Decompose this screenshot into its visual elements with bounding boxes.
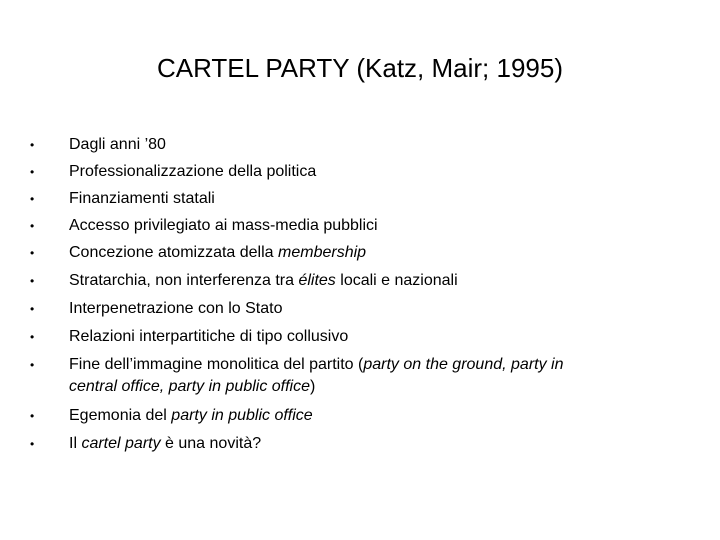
bullet-text — [69, 270, 669, 292]
text-segment: Accesso privilegiato ai mass-media pubblici — [69, 217, 378, 234]
text-segment: Stratarchia, non interferenza tra — [69, 272, 299, 289]
text-segment: Finanziamenti statali — [69, 190, 215, 207]
bullet-text — [69, 354, 669, 398]
text-segment: Fine dell’immagine monolitica del partito ( — [69, 356, 364, 373]
bullet-text — [69, 433, 669, 455]
italic-text-segment: party in public office — [171, 407, 313, 424]
text-segment: Egemonia del — [69, 407, 172, 424]
italic-text-segment: central office, party in public office — [69, 378, 311, 395]
bullet-marker: • — [30, 358, 35, 372]
text-segment: Professionalizzazione della politica — [69, 163, 317, 180]
italic-text-segment: membership — [278, 244, 367, 261]
text-segment: Concezione atomizzata della — [69, 244, 279, 261]
bullet-text — [69, 326, 669, 348]
text-segment: locali e nazionali — [335, 272, 458, 289]
bullet-text — [69, 215, 669, 237]
slide-title: CARTEL PARTY (Katz, Mair; 1995) — [156, 53, 564, 83]
italic-text-segment: party on the ground, party in — [363, 356, 564, 373]
text-segment: Interpenetrazione con lo Stato — [69, 300, 283, 317]
italic-text-segment: cartel party — [81, 435, 161, 452]
bullet-text — [69, 242, 669, 264]
text-segment: Relazioni interpartitiche di tipo collusivo — [69, 328, 349, 345]
bullet-text — [69, 161, 669, 183]
bullet-marker: • — [30, 274, 35, 288]
bullet-marker: • — [30, 192, 35, 206]
bullet-marker: • — [30, 330, 35, 344]
text-segment: Il — [69, 435, 82, 452]
bullet-text — [69, 188, 669, 210]
bullet-text — [69, 405, 669, 427]
bullet-marker: • — [30, 165, 35, 179]
text-segment: ) — [310, 378, 316, 395]
bullet-text — [69, 134, 669, 156]
italic-text-segment: élites — [298, 272, 336, 289]
text-segment: è una novità? — [160, 435, 262, 452]
text-segment: Dagli anni ’80 — [69, 136, 166, 153]
bullet-marker: • — [30, 409, 35, 423]
bullet-marker: • — [30, 219, 35, 233]
bullet-marker: • — [30, 246, 35, 260]
bullet-marker: • — [30, 302, 35, 316]
bullet-text — [69, 298, 669, 320]
bullet-marker: • — [30, 138, 35, 152]
bullet-marker: • — [30, 437, 35, 451]
